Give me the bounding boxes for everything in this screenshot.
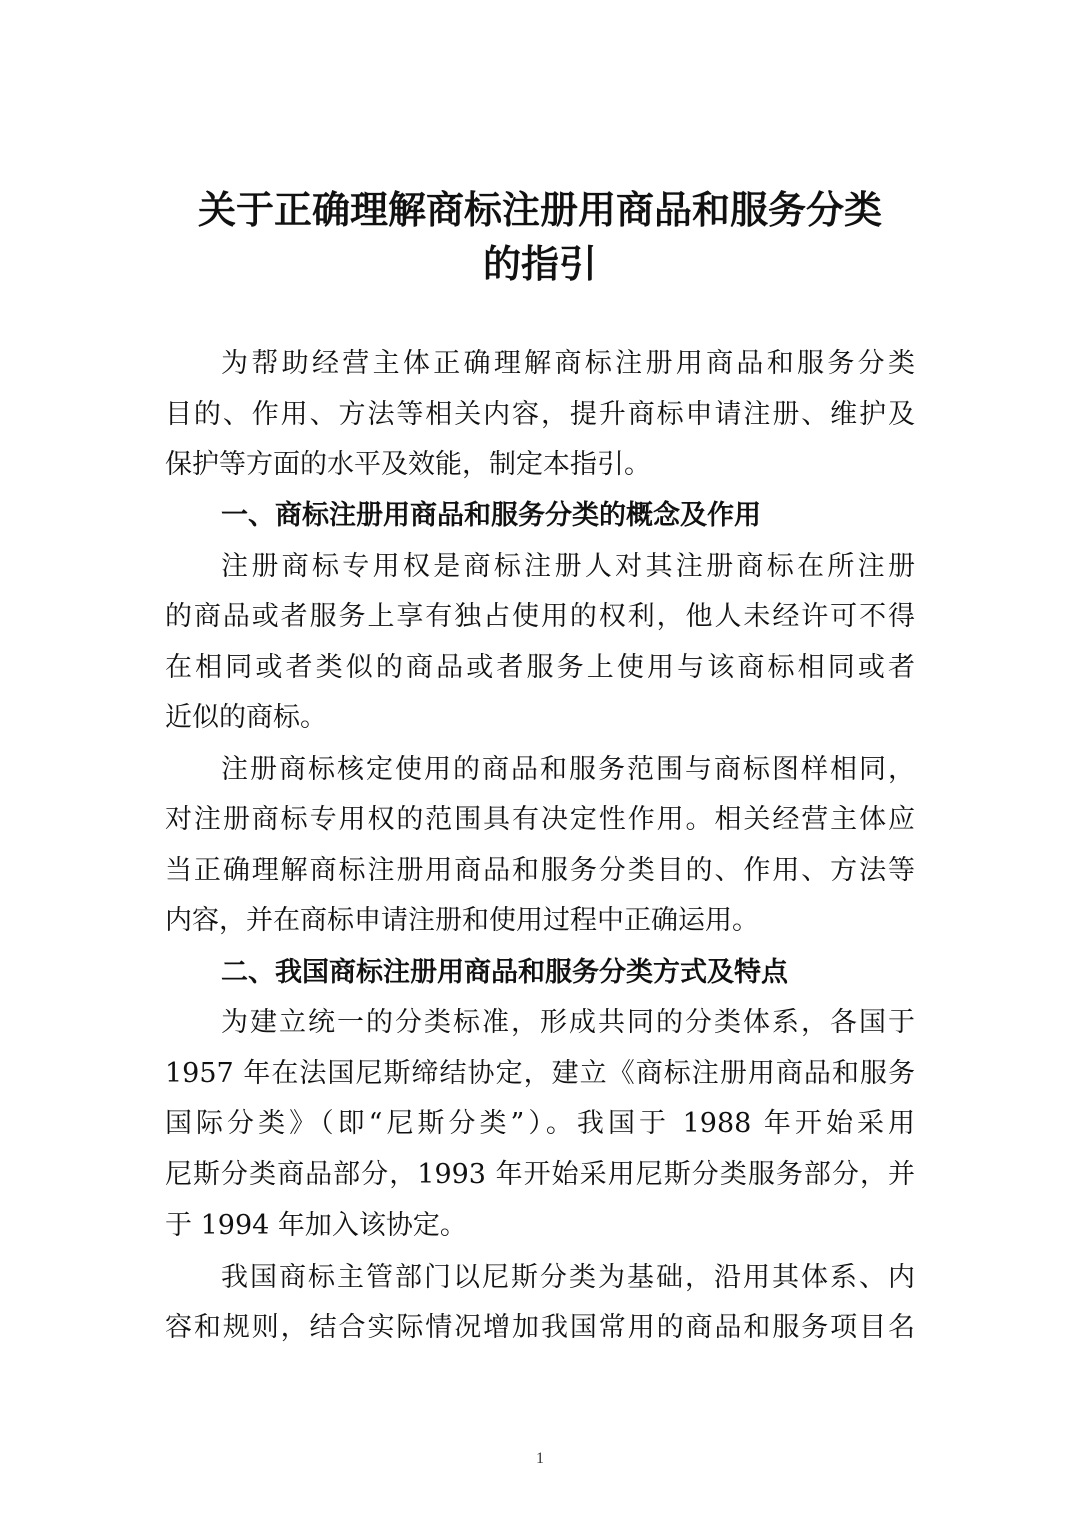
- paragraph-section1-b-line: 注册商标核定使用的商品和服务范围与商标图样相同，: [221, 754, 915, 785]
- section-heading-1: 一、商标注册用商品和服务分类的概念及作用: [221, 500, 761, 531]
- paragraph-intro-line: 保护等方面的水平及效能，制定本指引。: [165, 449, 651, 480]
- paragraph-section1-a-line: 注册商标专用权是商标注册人对其注册商标在所注册: [221, 551, 915, 582]
- paragraph-section1-b-line: 内容，并在商标申请注册和使用过程中正确运用。: [165, 905, 759, 936]
- document-title-line-1: 关于正确理解商标注册用商品和服务分类: [197, 187, 882, 232]
- paragraph-intro-line: 目的、作用、方法等相关内容，提升商标申请注册、维护及: [165, 399, 915, 430]
- page-number: 1: [536, 1450, 544, 1467]
- paragraph-section1-a-line: 近似的商标。: [165, 702, 327, 733]
- paragraph-section2-a-line: 于 1994 年加入该协定。: [165, 1210, 467, 1241]
- paragraph-section2-b-line: 容和规则，结合实际情况增加我国常用的商品和服务项目名: [165, 1312, 915, 1343]
- paragraph-section2-b-line: 我国商标主管部门以尼斯分类为基础，沿用其体系、内: [221, 1262, 915, 1293]
- paragraph-intro-line: 为帮助经营主体正确理解商标注册用商品和服务分类: [221, 348, 915, 379]
- paragraph-section2-a-line: 1957 年在法国尼斯缔结协定，建立《商标注册用商品和服务: [165, 1058, 915, 1089]
- paragraph-section2-a-line: 国际分类》（即“尼斯分类”）。我国于 1988 年开始采用: [165, 1108, 915, 1139]
- section-heading-2: 二、我国商标注册用商品和服务分类方式及特点: [221, 957, 788, 988]
- document-title-line-2: 的指引: [482, 241, 597, 286]
- paragraph-section1-a-line: 的商品或者服务上享有独占使用的权利，他人未经许可不得: [165, 601, 915, 632]
- paragraph-section1-b-line: 对注册商标专用权的范围具有决定性作用。相关经营主体应: [165, 804, 915, 835]
- paragraph-section2-a-line: 为建立统一的分类标准，形成共同的分类体系，各国于: [221, 1007, 915, 1038]
- paragraph-section1-b-line: 当正确理解商标注册用商品和服务分类目的、作用、方法等: [165, 855, 915, 886]
- paragraph-section2-a-line: 尼斯分类商品部分，1993 年开始采用尼斯分类服务部分，并: [165, 1159, 915, 1190]
- paragraph-section1-a-line: 在相同或者类似的商品或者服务上使用与该商标相同或者: [165, 652, 915, 683]
